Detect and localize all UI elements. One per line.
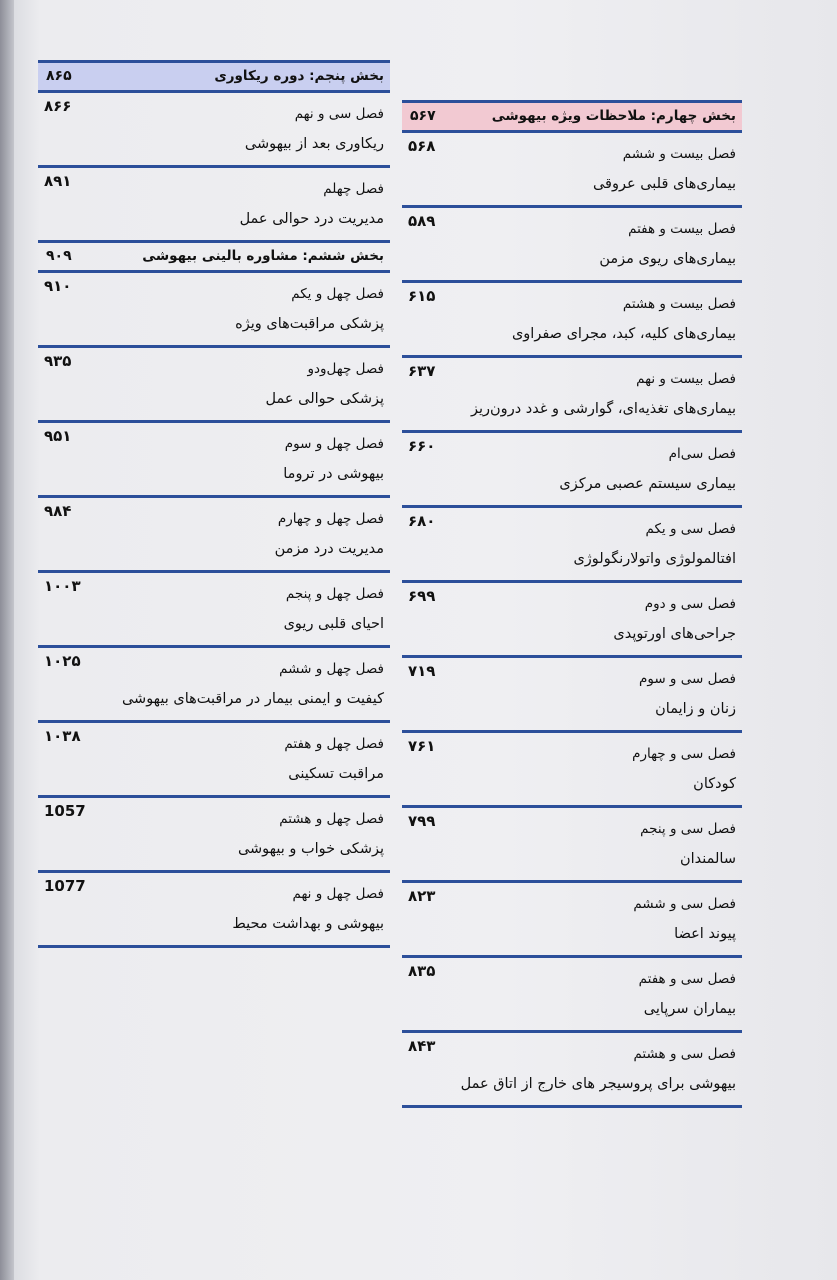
chapter-label: فصل سی و هشتم — [633, 1046, 736, 1062]
chapter-title: بیماران سرپایی — [643, 1001, 736, 1017]
chapter-label: فصل چهل و هفتم — [284, 736, 384, 752]
section-title: بخش ششم: مشاوره بالینی بیهوشی — [142, 248, 384, 264]
toc-entry[interactable] — [38, 168, 390, 240]
chapter-label: فصل چهل‌ودو — [307, 361, 384, 377]
toc-entry[interactable] — [402, 283, 742, 355]
chapter-title: کودکان — [693, 776, 736, 792]
toc-entry[interactable] — [402, 508, 742, 580]
toc-entry[interactable] — [402, 733, 742, 805]
page-number: ۶۶۰ — [408, 437, 436, 455]
page-number: 1077 — [44, 877, 86, 895]
page-number: ۱۰۰۳ — [44, 577, 81, 595]
page-number: ۶۹۹ — [408, 587, 436, 605]
page-number: ۷۱۹ — [408, 662, 436, 680]
chapter-label: فصل سی و سوم — [639, 671, 736, 687]
chapter-title: ریکاوری بعد از بیهوشی — [244, 136, 384, 152]
toc-entry[interactable] — [38, 573, 390, 645]
chapter-title: سالمندان — [679, 851, 736, 867]
section-header — [402, 103, 742, 130]
toc-entry[interactable] — [38, 723, 390, 795]
chapter-label: فصل سی و چهارم — [632, 746, 736, 762]
chapter-title: بیماری سیستم عصبی مرکزی — [559, 476, 736, 492]
chapter-title: کیفیت و ایمنی بیمار در مراقبت‌های بیهوشی — [121, 691, 384, 707]
page-number: 1057 — [44, 802, 86, 820]
chapter-label: فصل چهل و پنجم — [285, 586, 384, 602]
divider-rule — [38, 945, 390, 948]
chapter-label: فصل سی و دوم — [644, 596, 736, 612]
page-number: ۵۶۷ — [410, 108, 436, 124]
chapter-title: بیماری‌های ریوی مزمن — [599, 251, 736, 267]
page-number: ۵۶۸ — [408, 137, 436, 155]
chapter-title: جراحی‌های اورتوپدی — [613, 626, 736, 642]
page-number: ۱۰۲۵ — [44, 652, 81, 670]
chapter-label: فصل چهلم — [323, 181, 384, 197]
chapter-label: فصل چهل و ششم — [279, 661, 384, 677]
toc-entry[interactable] — [402, 883, 742, 955]
page-number: ۸۹۱ — [44, 172, 72, 190]
section-header — [38, 63, 390, 90]
toc-entry[interactable] — [38, 798, 390, 870]
toc-entry[interactable] — [402, 433, 742, 505]
page-number: ۹۰۹ — [46, 248, 72, 264]
toc-entry[interactable] — [38, 498, 390, 570]
page-number: ۹۱۰ — [44, 277, 72, 295]
page-number: ۶۸۰ — [408, 512, 436, 530]
page-number: ۹۸۴ — [44, 502, 72, 520]
chapter-title: بیهوشی برای پروسیجر های خارج از اتاق عمل — [460, 1076, 736, 1092]
chapter-label: فصل بیست و نهم — [636, 371, 736, 387]
chapter-title: پزشکی خواب و بیهوشی — [237, 841, 384, 857]
chapter-title: پزشکی حوالی عمل — [265, 391, 384, 407]
chapter-label: فصل بیست و هشتم — [622, 296, 736, 312]
chapter-label: فصل چهل و چهارم — [277, 511, 384, 527]
page-number: ۱۰۳۸ — [44, 727, 81, 745]
section-title: بخش پنجم: دوره ریکاوری — [214, 68, 384, 84]
toc-entry[interactable] — [402, 358, 742, 430]
toc-entry[interactable] — [402, 958, 742, 1030]
chapter-label: فصل چهل و یکم — [291, 286, 384, 302]
chapter-title: بیهوشی در تروما — [283, 466, 384, 482]
book-spine-shadow — [0, 0, 14, 1280]
divider-rule — [402, 1105, 742, 1108]
chapter-label: فصل بیست و ششم — [622, 146, 736, 162]
toc-entry[interactable] — [38, 348, 390, 420]
page-number: ۶۱۵ — [408, 287, 436, 305]
toc-right-column — [402, 100, 742, 1108]
toc-entry[interactable] — [402, 808, 742, 880]
page-number: ۸۴۳ — [408, 1037, 436, 1055]
chapter-label: فصل چهل و نهم — [292, 886, 384, 902]
page-number: ۶۳۷ — [408, 362, 436, 380]
chapter-title: بیماری‌های قلبی عروقی — [592, 176, 736, 192]
chapter-title: بیماری‌های تغذیه‌ای، گوارشی و غدد درون‌ریز — [471, 401, 736, 417]
chapter-title: افتالمولوژی واتولارنگولوژی — [573, 551, 736, 567]
chapter-title: مدیریت درد مزمن — [274, 541, 384, 557]
toc-left-column — [38, 60, 390, 948]
toc-entry[interactable] — [402, 658, 742, 730]
page-number: ۵۸۹ — [408, 212, 436, 230]
toc-entry[interactable] — [402, 1033, 742, 1105]
page-number: ۸۳۵ — [408, 962, 436, 980]
chapter-label: فصل سی و هفتم — [638, 971, 736, 987]
chapter-label: فصل سی و ششم — [633, 896, 736, 912]
chapter-label: فصل بیست و هفتم — [628, 221, 736, 237]
toc-entry[interactable] — [38, 93, 390, 165]
toc-entry[interactable] — [402, 133, 742, 205]
chapter-label: فصل سی‌ام — [668, 446, 736, 462]
page-number: ۷۶۱ — [408, 737, 436, 755]
section-title: بخش چهارم: ملاحظات ویژه بیهوشی — [491, 108, 736, 124]
chapter-label: فصل سی و نهم — [294, 106, 384, 122]
toc-entry[interactable] — [38, 273, 390, 345]
page-number: ۹۵۱ — [44, 427, 72, 445]
section-header — [38, 243, 390, 270]
toc-entry[interactable] — [402, 208, 742, 280]
chapter-title: زنان و زایمان — [655, 701, 736, 717]
chapter-label: فصل چهل و هشتم — [279, 811, 384, 827]
page-number: ۸۶۵ — [46, 68, 72, 84]
chapter-title: پزشکی مراقبت‌های ویژه — [235, 316, 384, 332]
chapter-title: بیماری‌های کلیه، کبد، مجرای صفراوی — [511, 326, 736, 342]
page-number: ۹۳۵ — [44, 352, 72, 370]
page-number: ۸۶۶ — [44, 97, 72, 115]
chapter-label: فصل چهل و سوم — [284, 436, 384, 452]
chapter-title: مراقبت تسکینی — [288, 766, 384, 782]
toc-entry[interactable] — [38, 423, 390, 495]
page-number: ۸۲۳ — [408, 887, 436, 905]
chapter-title: پیوند اعضا — [674, 926, 736, 942]
toc-entry[interactable] — [402, 583, 742, 655]
page-number: ۷۹۹ — [408, 812, 436, 830]
chapter-title: احیای قلبی ریوی — [283, 616, 384, 632]
chapter-title: بیهوشی و بهداشت محیط — [232, 916, 384, 932]
chapter-label: فصل سی و یکم — [645, 521, 736, 537]
toc-entry[interactable] — [38, 648, 390, 720]
toc-entry[interactable] — [38, 873, 390, 945]
chapter-title: مدیریت درد حوالی عمل — [239, 211, 384, 227]
chapter-label: فصل سی و پنجم — [640, 821, 736, 837]
